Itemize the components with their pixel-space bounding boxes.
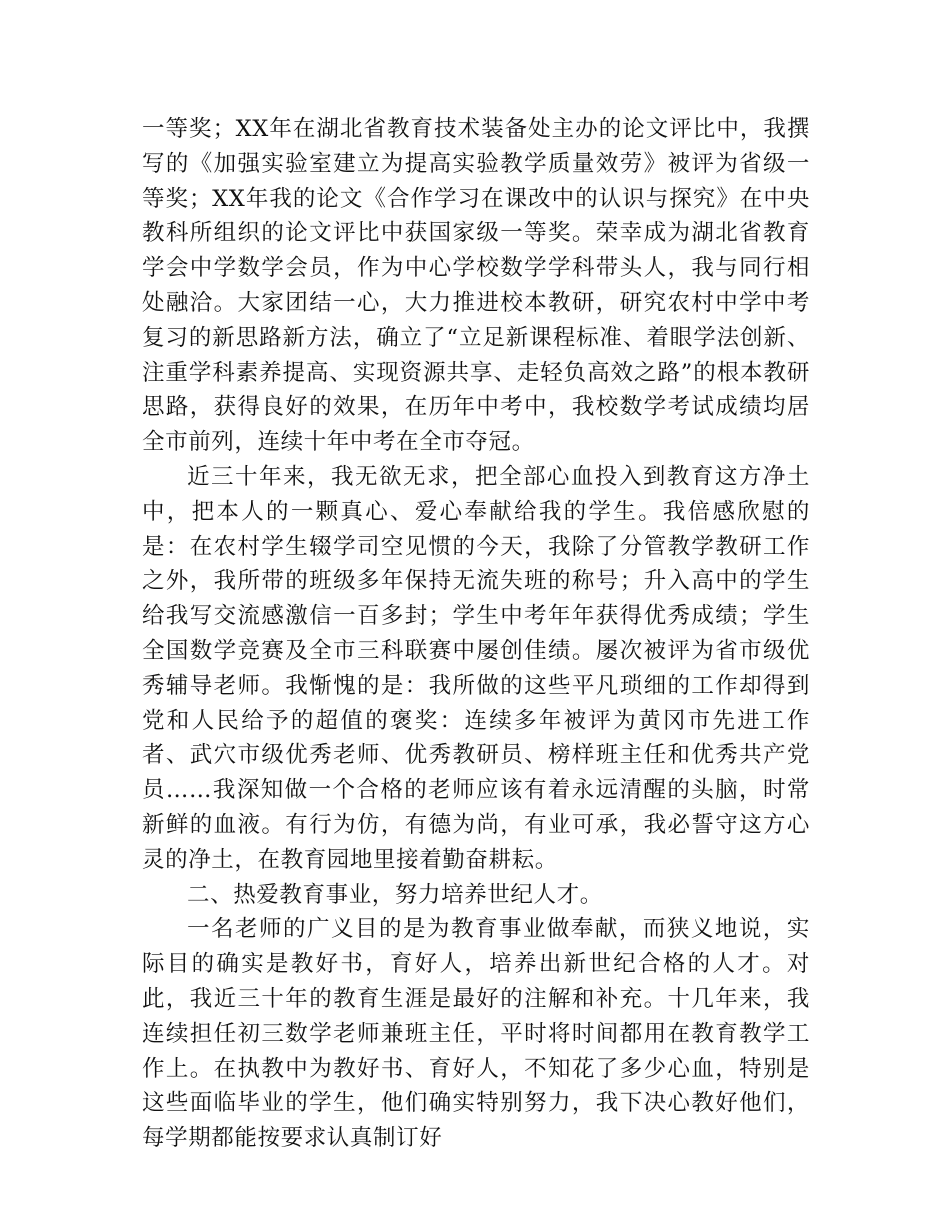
document-page xyxy=(142,112,810,1156)
paragraph-dedication: 近三十年来，我无欲无求，把全部心血投入到教育这方净土中，把本人的一颗真心、爱心奉献给我的学生。我倍感欣慰的是：在农村学生辍学司空见惯的今天，我除了分管教学教研工作之外，我所带的班级多年保持无流失班的称号；升入高中的学生给我写交流感激信一百多封；学生中考年年获得优秀成绩；学生全国数学竞赛及全市三科联赛中屡创佳绩。屡次被评为省市级优秀辅导老师。我惭愧的是：我所做的这些平凡琐细的工作却得到党和人民给予的超值的褒奖：连续多年被评为黄冈市先进工作者、武穴市级优秀老师、优秀教研员、榜样班主任和优秀共产党员……我深知做一个合格的老师应该有着永远清醒的头脑，时常新鲜的血液。有行为仿，有德为尚，有业可承，我必誓守这方心灵的净土，在教育园地里接着勤奋耕耘。 xyxy=(142,463,810,873)
paragraph-teaching: 一名老师的广义目的是为教育事业做奉献，而狭义地说，实际目的确实是教好书，育好人，培养出新世纪合格的人才。对此，我近三十年的教育生涯是最好的注解和补充。十几年来，我连续担任初三数学老师兼班主任，平时将时间都用在教育教学工作上。在执教中为教好书、育好人，不知花了多少心血，特别是这些面临毕业的学生，他们确实特别努力，我下决心教好他们，每学期都能按要求认真制订好 xyxy=(142,916,810,1152)
paragraph-awards: 一等奖；XX年在湖北省教育技术装备处主办的论文评比中，我撰写的《加强实验室建立为提高实验教学质量效劳》被评为省级一等奖；XX年我的论文《合作学习在课改中的认识与探究》在中央教科所组织的论文评比中获国家级一等奖。荣幸成为湖北省教育学会中学数学会员，作为中心学校数学学科带头人，我与同行相处融洽。大家团结一心，大力推进校本教研，研究农村中学中考复习的新思路新方法，确立了“立足新课程标准、着眼学法创新、注重学科素养提高、实现资源共享、走轻负高效之路”的根本教研思路，获得良好的效果，在历年中考中，我校数学考试成绩均居全市前列，连续十年中考在全市夺冠。 xyxy=(142,116,810,456)
section-heading: 二、热爱教育事业，努力培养世纪人才。 xyxy=(187,881,603,908)
